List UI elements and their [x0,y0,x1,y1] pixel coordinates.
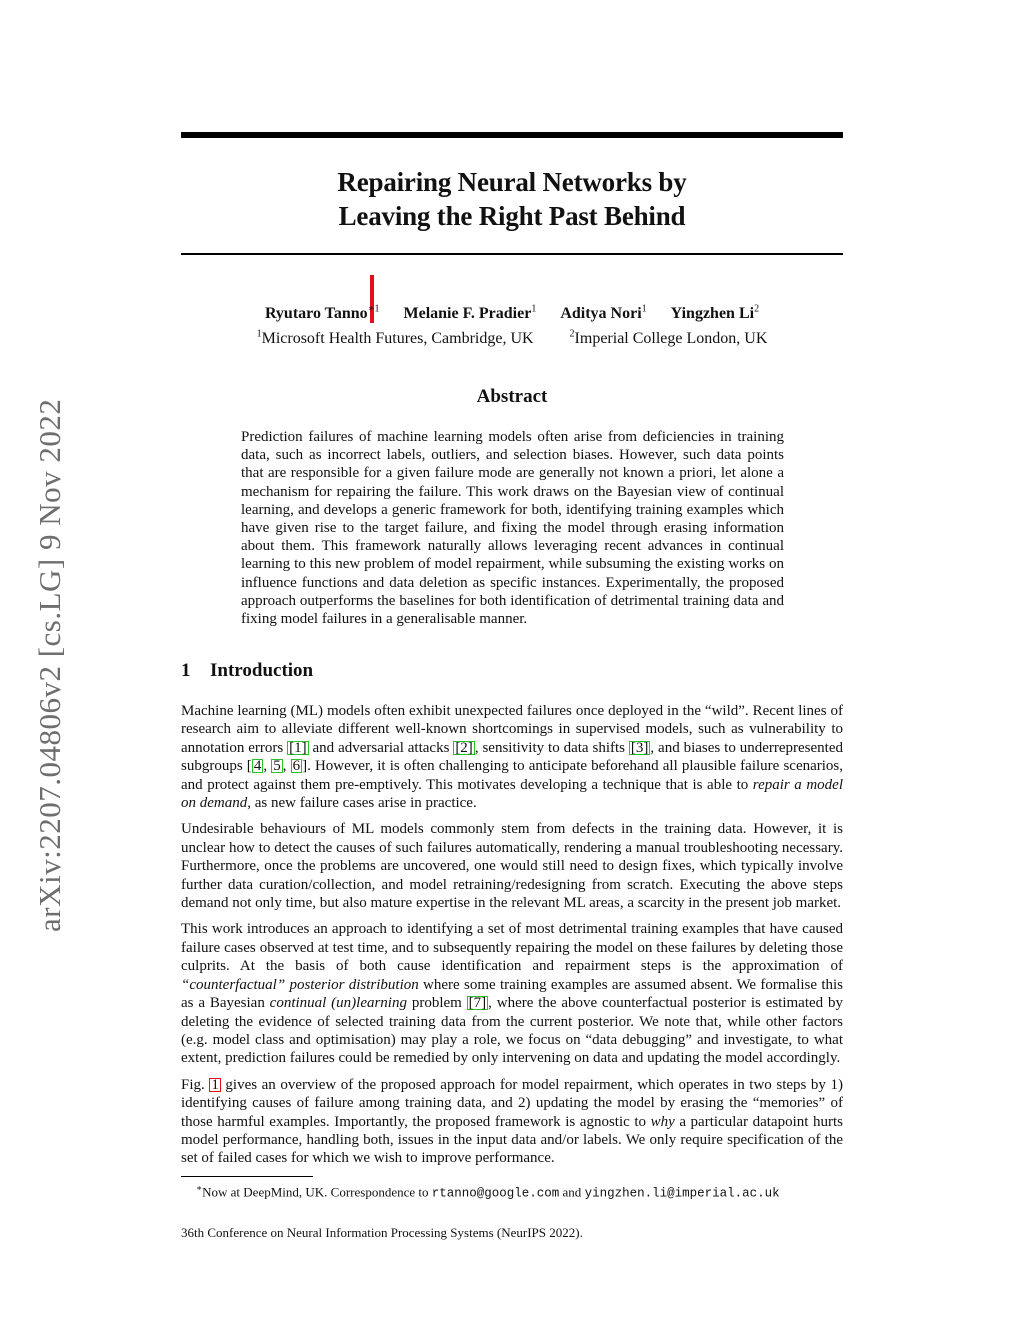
conference-note: 36th Conference on Neural Information Processing Systems (NeurIPS 2022). [181,1225,583,1240]
email-link[interactable]: yingzhen.li@imperial.ac.uk [584,1186,780,1201]
title-line-2: Leaving the Right Past Behind [338,201,686,231]
paragraph: This work introduces an approach to identifying a set of most detrimental training examples that have caused failure cases observed at test time, and to subsequently repairing the model on these failures by deleting those culprits. At the basis of both cause identification and repairment steps is the approximation of “counterfactual” posterior distribution where some training examples are assumed absent. We formalise this as a Bayesian continual (un)learning problem [7] , where the above counterfactual posterior is estimated by deleting the evidence of selected training data from the current posterior. We note that, while other factors (e.g. model class and optimisation) may play a role, we focus on “data debugging” and investigate, to what extent, prediction failures could be remedied by only intervening on data and updating the model accordingly. [181,921,843,1067]
paragraph: Undesirable behaviours of ML models commonly stem from defects in the training data. However, it is unclear how to detect the causes of such failures automatically, rendering a manual troubleshooting necessary. Furthermore, once the problems are uncovered, one would still need to design fixes, which typically involve further data curation/collection, and model retraining/redesigning from scratch. Executing the above steps demand not only time, but also mature expertise in the relevant ML areas, a scarcity in the present job market. [181,821,843,912]
author-name: Melanie F. Pradier$^1$ [403,304,537,323]
author-name: Aditya Nori$^1$ [560,304,647,323]
figure-link[interactable]: 1 [211,1076,219,1093]
footnote: ∗Now at DeepMind, UK. Correspondence to rtanno@google.com and yingzhen.li@imperial.ac.uk [196,1183,780,1201]
citation-link[interactable]: [7] [468,995,487,1012]
paragraph: Machine learning (ML) models often exhibit unexpected failures once deployed in the “wild”. Recent lines of research aim to alleviate different well-known shortcomings in supervised models, such as vulnerability to annotation errors [1] and adversarial attacks [2] , sensitivity to data shifts [3] , and biases to underrepresented subgroups [ 4 , 5 , 6 ]. However, it is often challenging to anticipate beforehand all plausible failure scenarios, and protect against them pre-emptively. This motivates developing a technique that is able to repair a model on demand, as new failure cases arise in practice. [181,703,844,812]
author-names [181,300,843,324]
title-top-rule [181,132,843,138]
citation-link[interactable]: [3] [630,739,649,756]
author-name: Ryutaro Tanno$^{∗1}$ [264,304,380,323]
citation-link[interactable]: 5 [273,758,281,775]
citation-link[interactable]: [1] [289,739,307,756]
affiliations [181,324,843,348]
abstract-text: Prediction failures of machine learning models often arise from deficiencies in training data, such as incorrect labels, outliers, and selection biases. However, such data points that are responsible for a given failure mode are generally not known a priori, let alone a mechanism for repairing the failure. This work draws on the Bayesian view of continual learning, and develops a generic framework for both, identifying training examples which have given rise to the target failure, and fixing the model through erasing information about them. This framework naturally allows leveraging recent advances in continual learning to this new problem of model repairment, while subsuming the existing works on influence functions and data deletion as specific instances. Experimentally, the proposed approach outperforms the baselines for both identification of detrimental training data and fixing model failures in a generalisable manner. [241,429,784,628]
footnote-rule [181,1176,313,1177]
affiliation: $^1$Microsoft Health Futures, Cambridge, UK [256,328,534,347]
affiliation: $^2$Imperial College London, UK [569,328,768,347]
section-title: Introduction [210,660,314,681]
citation-link[interactable]: 6 [292,758,301,775]
section-number: 1 [181,660,191,681]
abstract-heading: Abstract [476,386,548,407]
author-name: Yingzhen Li$^2$ [670,304,760,323]
paragraph: Fig. 1 gives an overview of the proposed approach for model repairment, which operates in two steps by 1) identifying causes of failure among training data, and 2) updating the model by erasing the “memories” of those harmful examples. Importantly, the proposed framework is agnostic to why a particular datapoint hurts model performance, handling both, issues in the input data and/or labels. We only require specification of the set of failed cases for which we wish to improve performance. [181,1076,843,1167]
email-link[interactable]: rtanno@google.com [431,1186,560,1201]
section-heading [181,660,313,682]
author-block [181,300,843,349]
title-line-1: Repairing Neural Networks by [337,167,687,197]
citation-link[interactable]: 4 [253,758,262,775]
introduction-body [181,702,843,1176]
citation-link[interactable]: [2] [455,739,473,756]
arxiv-stamp: arXiv:2207.04806v2 [cs.LG] 9 Nov 2022 [32,398,67,932]
paper-title [181,165,843,233]
title-bottom-rule [181,253,843,255]
